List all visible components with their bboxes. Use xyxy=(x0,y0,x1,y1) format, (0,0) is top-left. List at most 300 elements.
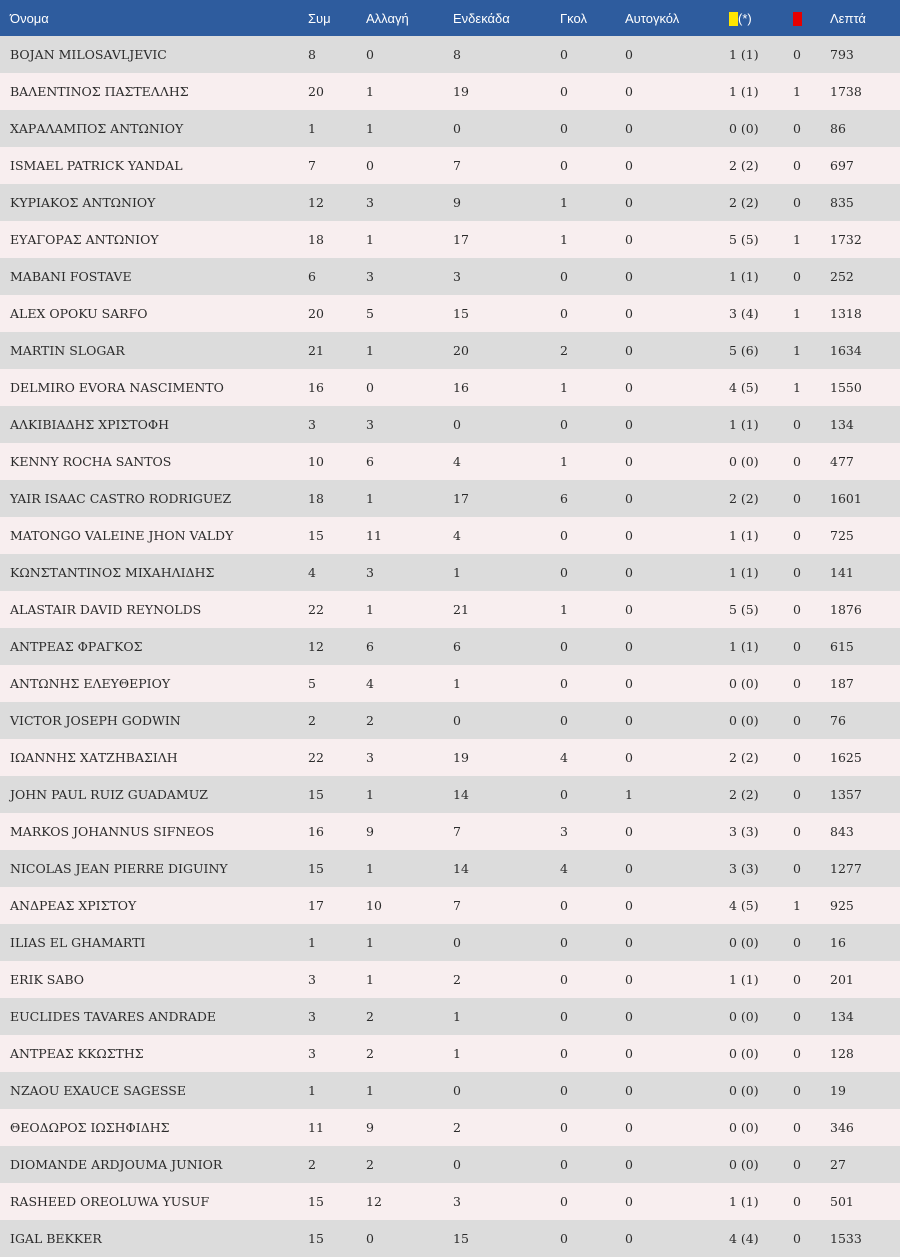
yellow-cards-cell: 3 (3) xyxy=(729,813,793,850)
own-goals-cell: 0 xyxy=(625,36,729,73)
sub-cell: 3 xyxy=(366,739,453,776)
table-row xyxy=(0,961,900,998)
table-row xyxy=(0,184,900,221)
start-cell: 14 xyxy=(453,776,560,813)
sub-cell: 1 xyxy=(366,332,453,369)
sub-cell: 1 xyxy=(366,776,453,813)
minutes-cell: 477 xyxy=(830,443,900,480)
yellow-cards-cell: 1 (1) xyxy=(729,554,793,591)
sub-cell: 1 xyxy=(366,591,453,628)
table-row xyxy=(0,628,900,665)
player-name[interactable]: ΕΥΑΓΟΡΑΣ ΑΝΤΩΝΙΟΥ xyxy=(0,221,308,258)
start-cell: 15 xyxy=(453,1220,560,1257)
table-row xyxy=(0,221,900,258)
sub-cell: 1 xyxy=(366,961,453,998)
player-name[interactable]: JOHN PAUL RUIZ GUADAMUZ xyxy=(0,776,308,813)
apps-cell: 2 xyxy=(308,1146,366,1183)
start-cell: 15 xyxy=(453,295,560,332)
start-cell: 7 xyxy=(453,887,560,924)
apps-cell: 3 xyxy=(308,998,366,1035)
player-name[interactable]: EUCLIDES TAVARES ANDRADE xyxy=(0,998,308,1035)
own-goals-cell: 0 xyxy=(625,221,729,258)
apps-cell: 2 xyxy=(308,702,366,739)
yellow-cards-cell: 1 (1) xyxy=(729,628,793,665)
table-row xyxy=(0,1109,900,1146)
player-name[interactable]: MABANI FOSTAVE xyxy=(0,258,308,295)
goals-cell: 1 xyxy=(560,221,625,258)
goals-cell: 0 xyxy=(560,776,625,813)
own-goals-cell: 0 xyxy=(625,1220,729,1257)
red-cards-cell: 0 xyxy=(793,961,830,998)
sub-cell: 9 xyxy=(366,813,453,850)
player-name[interactable]: ΧΑΡΑΛΑΜΠΟΣ ΑΝΤΩΝΙΟΥ xyxy=(0,110,308,147)
goals-cell: 4 xyxy=(560,850,625,887)
sub-cell: 6 xyxy=(366,443,453,480)
player-name[interactable]: ALEX OPOKU SARFO xyxy=(0,295,308,332)
start-cell: 16 xyxy=(453,369,560,406)
goals-cell: 1 xyxy=(560,443,625,480)
apps-cell: 3 xyxy=(308,406,366,443)
start-cell: 21 xyxy=(453,591,560,628)
red-cards-cell: 1 xyxy=(793,295,830,332)
yellow-cards-cell: 1 (1) xyxy=(729,1183,793,1220)
header-apps[interactable]: Συμ xyxy=(308,0,366,36)
own-goals-cell: 0 xyxy=(625,998,729,1035)
player-name[interactable]: MATONGO VALEINE JHON VALDY xyxy=(0,517,308,554)
start-cell: 0 xyxy=(453,1072,560,1109)
start-cell: 7 xyxy=(453,147,560,184)
player-name[interactable]: ΙΩΑΝΝΗΣ ΧΑΤΖΗΒΑΣΙΛΗ xyxy=(0,739,308,776)
goals-cell: 0 xyxy=(560,554,625,591)
player-name[interactable]: ERIK SABO xyxy=(0,961,308,998)
own-goals-cell: 0 xyxy=(625,1109,729,1146)
goals-cell: 0 xyxy=(560,73,625,110)
minutes-cell: 1876 xyxy=(830,591,900,628)
red-cards-cell: 0 xyxy=(793,1183,830,1220)
sub-cell: 3 xyxy=(366,258,453,295)
goals-cell: 0 xyxy=(560,628,625,665)
start-cell: 19 xyxy=(453,739,560,776)
own-goals-cell: 0 xyxy=(625,1146,729,1183)
red-cards-cell: 0 xyxy=(793,628,830,665)
table-row xyxy=(0,887,900,924)
player-name[interactable]: MARTIN SLOGAR xyxy=(0,332,308,369)
sub-cell: 1 xyxy=(366,110,453,147)
start-cell: 20 xyxy=(453,332,560,369)
goals-cell: 0 xyxy=(560,1183,625,1220)
minutes-cell: 19 xyxy=(830,1072,900,1109)
player-name[interactable]: ΘΕΟΔΩΡΟΣ ΙΩΣΗΦΙΔΗΣ xyxy=(0,1109,308,1146)
yellow-cards-cell: 2 (2) xyxy=(729,776,793,813)
apps-cell: 16 xyxy=(308,369,366,406)
minutes-cell: 1277 xyxy=(830,850,900,887)
yellow-cards-cell: 1 (1) xyxy=(729,73,793,110)
start-cell: 3 xyxy=(453,1183,560,1220)
sub-cell: 1 xyxy=(366,221,453,258)
start-cell: 0 xyxy=(453,110,560,147)
table-row xyxy=(0,443,900,480)
minutes-cell: 16 xyxy=(830,924,900,961)
header-start[interactable]: Ενδεκάδα xyxy=(453,0,560,36)
minutes-cell: 1318 xyxy=(830,295,900,332)
goals-cell: 0 xyxy=(560,1072,625,1109)
goals-cell: 0 xyxy=(560,961,625,998)
minutes-cell: 1601 xyxy=(830,480,900,517)
player-name[interactable]: IGAL BEKKER xyxy=(0,1220,308,1257)
goals-cell: 0 xyxy=(560,36,625,73)
player-name[interactable]: ΑΛΚΙΒΙΑΔΗΣ ΧΡΙΣΤΟΦΗ xyxy=(0,406,308,443)
own-goals-cell: 0 xyxy=(625,1183,729,1220)
table-row xyxy=(0,1072,900,1109)
red-cards-cell: 1 xyxy=(793,73,830,110)
apps-cell: 1 xyxy=(308,110,366,147)
apps-cell: 12 xyxy=(308,628,366,665)
red-cards-cell: 0 xyxy=(793,443,830,480)
red-cards-cell: 0 xyxy=(793,591,830,628)
start-cell: 3 xyxy=(453,258,560,295)
own-goals-cell: 0 xyxy=(625,850,729,887)
yellow-cards-cell: 1 (1) xyxy=(729,36,793,73)
apps-cell: 6 xyxy=(308,258,366,295)
goals-cell: 3 xyxy=(560,813,625,850)
sub-cell: 4 xyxy=(366,665,453,702)
minutes-cell: 925 xyxy=(830,887,900,924)
own-goals-cell: 0 xyxy=(625,332,729,369)
yellow-cards-cell: 0 (0) xyxy=(729,1109,793,1146)
player-name[interactable]: ΚΩΝΣΤΑΝΤΙΝΟΣ ΜΙΧΑΗΛΙΔΗΣ xyxy=(0,554,308,591)
goals-cell: 0 xyxy=(560,1220,625,1257)
yellow-cards-cell: 0 (0) xyxy=(729,998,793,1035)
table-row xyxy=(0,295,900,332)
own-goals-cell: 0 xyxy=(625,184,729,221)
minutes-cell: 615 xyxy=(830,628,900,665)
header-goals[interactable]: Γκολ xyxy=(560,0,625,36)
minutes-cell: 86 xyxy=(830,110,900,147)
apps-cell: 15 xyxy=(308,1220,366,1257)
red-cards-cell: 1 xyxy=(793,369,830,406)
sub-cell: 11 xyxy=(366,517,453,554)
red-cards-cell: 1 xyxy=(793,221,830,258)
own-goals-cell: 0 xyxy=(625,480,729,517)
own-goals-cell: 0 xyxy=(625,924,729,961)
start-cell: 6 xyxy=(453,628,560,665)
apps-cell: 18 xyxy=(308,480,366,517)
yellow-cards-cell: 5 (5) xyxy=(729,591,793,628)
header-own-goals[interactable]: Αυτογκόλ xyxy=(625,0,729,36)
own-goals-cell: 0 xyxy=(625,110,729,147)
sub-cell: 6 xyxy=(366,628,453,665)
table-row xyxy=(0,702,900,739)
sub-cell: 2 xyxy=(366,998,453,1035)
apps-cell: 15 xyxy=(308,517,366,554)
red-cards-cell: 0 xyxy=(793,1220,830,1257)
sub-cell: 3 xyxy=(366,554,453,591)
start-cell: 7 xyxy=(453,813,560,850)
apps-cell: 20 xyxy=(308,295,366,332)
minutes-cell: 252 xyxy=(830,258,900,295)
apps-cell: 7 xyxy=(308,147,366,184)
yellow-cards-cell: 0 (0) xyxy=(729,1035,793,1072)
table-row xyxy=(0,36,900,73)
minutes-cell: 835 xyxy=(830,184,900,221)
red-cards-cell: 0 xyxy=(793,147,830,184)
own-goals-cell: 0 xyxy=(625,813,729,850)
sub-cell: 9 xyxy=(366,1109,453,1146)
minutes-cell: 134 xyxy=(830,998,900,1035)
start-cell: 1 xyxy=(453,554,560,591)
header-yellow-cards-label: (*) xyxy=(738,10,752,26)
red-cards-cell: 0 xyxy=(793,258,830,295)
goals-cell: 0 xyxy=(560,258,625,295)
goals-cell: 0 xyxy=(560,1146,625,1183)
yellow-cards-cell: 4 (5) xyxy=(729,369,793,406)
own-goals-cell: 0 xyxy=(625,591,729,628)
apps-cell: 4 xyxy=(308,554,366,591)
sub-cell: 1 xyxy=(366,73,453,110)
sub-cell: 2 xyxy=(366,1035,453,1072)
own-goals-cell: 0 xyxy=(625,665,729,702)
sub-cell: 10 xyxy=(366,887,453,924)
yellow-cards-cell: 0 (0) xyxy=(729,1072,793,1109)
own-goals-cell: 0 xyxy=(625,406,729,443)
apps-cell: 5 xyxy=(308,665,366,702)
red-cards-cell: 0 xyxy=(793,36,830,73)
sub-cell: 0 xyxy=(366,36,453,73)
minutes-cell: 346 xyxy=(830,1109,900,1146)
yellow-cards-cell: 2 (2) xyxy=(729,739,793,776)
sub-cell: 3 xyxy=(366,184,453,221)
start-cell: 1 xyxy=(453,1035,560,1072)
sub-cell: 1 xyxy=(366,480,453,517)
red-cards-cell: 0 xyxy=(793,554,830,591)
player-name[interactable]: ΑΝΤΡΕΑΣ ΚΚΩΣΤΗΣ xyxy=(0,1035,308,1072)
table-header xyxy=(0,0,900,36)
sub-cell: 1 xyxy=(366,924,453,961)
minutes-cell: 1533 xyxy=(830,1220,900,1257)
own-goals-cell: 0 xyxy=(625,961,729,998)
goals-cell: 0 xyxy=(560,924,625,961)
red-cards-cell: 0 xyxy=(793,813,830,850)
sub-cell: 3 xyxy=(366,406,453,443)
player-name[interactable]: ALASTAIR DAVID REYNOLDS xyxy=(0,591,308,628)
own-goals-cell: 0 xyxy=(625,554,729,591)
start-cell: 8 xyxy=(453,36,560,73)
table-row xyxy=(0,1220,900,1257)
table-row xyxy=(0,332,900,369)
player-name[interactable]: ILIAS EL GHAMARTI xyxy=(0,924,308,961)
yellow-cards-cell: 5 (5) xyxy=(729,221,793,258)
yellow-card-icon xyxy=(729,12,738,26)
minutes-cell: 141 xyxy=(830,554,900,591)
goals-cell: 0 xyxy=(560,406,625,443)
table-row xyxy=(0,776,900,813)
start-cell: 0 xyxy=(453,702,560,739)
player-name[interactable]: BOJAN MILOSAVLJEVIC xyxy=(0,36,308,73)
table-row xyxy=(0,998,900,1035)
red-cards-cell: 0 xyxy=(793,998,830,1035)
player-name[interactable]: KENNY ROCHA SANTOS xyxy=(0,443,308,480)
start-cell: 0 xyxy=(453,924,560,961)
player-name[interactable]: MARKOS JOHANNUS SIFNEOS xyxy=(0,813,308,850)
own-goals-cell: 0 xyxy=(625,739,729,776)
player-name[interactable]: ΒΑΛΕΝΤΙΝΟΣ ΠΑΣΤΕΛΛΗΣ xyxy=(0,73,308,110)
red-cards-cell: 0 xyxy=(793,776,830,813)
apps-cell: 17 xyxy=(308,887,366,924)
sub-cell: 0 xyxy=(366,369,453,406)
minutes-cell: 201 xyxy=(830,961,900,998)
start-cell: 2 xyxy=(453,961,560,998)
yellow-cards-cell: 2 (2) xyxy=(729,147,793,184)
table-row xyxy=(0,147,900,184)
red-cards-cell: 0 xyxy=(793,1109,830,1146)
apps-cell: 10 xyxy=(308,443,366,480)
sub-cell: 2 xyxy=(366,1146,453,1183)
start-cell: 4 xyxy=(453,443,560,480)
apps-cell: 22 xyxy=(308,739,366,776)
yellow-cards-cell: 5 (6) xyxy=(729,332,793,369)
header-minutes[interactable]: Λεπτά xyxy=(830,0,900,36)
goals-cell: 0 xyxy=(560,1109,625,1146)
player-name[interactable]: ΑΝΤΩΝΗΣ ΕΛΕΥΘΕΡΙΟΥ xyxy=(0,665,308,702)
table-row xyxy=(0,1183,900,1220)
goals-cell: 0 xyxy=(560,665,625,702)
goals-cell: 0 xyxy=(560,147,625,184)
player-name[interactable]: NICOLAS JEAN PIERRE DIGUINY xyxy=(0,850,308,887)
own-goals-cell: 0 xyxy=(625,443,729,480)
apps-cell: 1 xyxy=(308,924,366,961)
table-row xyxy=(0,369,900,406)
sub-cell: 12 xyxy=(366,1183,453,1220)
own-goals-cell: 0 xyxy=(625,73,729,110)
table-row xyxy=(0,665,900,702)
apps-cell: 18 xyxy=(308,221,366,258)
sub-cell: 1 xyxy=(366,850,453,887)
start-cell: 0 xyxy=(453,1146,560,1183)
player-name[interactable]: DIOMANDE ARDJOUMA JUNIOR xyxy=(0,1146,308,1183)
table-row xyxy=(0,406,900,443)
own-goals-cell: 0 xyxy=(625,1072,729,1109)
goals-cell: 2 xyxy=(560,332,625,369)
red-cards-cell: 0 xyxy=(793,702,830,739)
start-cell: 4 xyxy=(453,517,560,554)
table-row xyxy=(0,258,900,295)
minutes-cell: 134 xyxy=(830,406,900,443)
apps-cell: 3 xyxy=(308,961,366,998)
red-cards-cell: 0 xyxy=(793,1146,830,1183)
apps-cell: 15 xyxy=(308,850,366,887)
yellow-cards-cell: 1 (1) xyxy=(729,406,793,443)
minutes-cell: 1732 xyxy=(830,221,900,258)
minutes-cell: 725 xyxy=(830,517,900,554)
yellow-cards-cell: 4 (4) xyxy=(729,1220,793,1257)
start-cell: 14 xyxy=(453,850,560,887)
apps-cell: 21 xyxy=(308,332,366,369)
table-row xyxy=(0,1146,900,1183)
table-row xyxy=(0,73,900,110)
red-cards-cell: 0 xyxy=(793,739,830,776)
red-cards-cell: 1 xyxy=(793,332,830,369)
table-row xyxy=(0,110,900,147)
minutes-cell: 27 xyxy=(830,1146,900,1183)
apps-cell: 1 xyxy=(308,1072,366,1109)
yellow-cards-cell: 3 (3) xyxy=(729,850,793,887)
minutes-cell: 843 xyxy=(830,813,900,850)
minutes-cell: 697 xyxy=(830,147,900,184)
yellow-cards-cell: 1 (1) xyxy=(729,517,793,554)
red-cards-cell: 0 xyxy=(793,1072,830,1109)
player-name[interactable]: DELMIRO EVORA NASCIMENTO xyxy=(0,369,308,406)
own-goals-cell: 0 xyxy=(625,369,729,406)
player-name[interactable]: ΑΝΤΡΕΑΣ ΦΡΑΓΚΟΣ xyxy=(0,628,308,665)
goals-cell: 6 xyxy=(560,480,625,517)
table-row xyxy=(0,1035,900,1072)
red-card-icon xyxy=(793,12,802,26)
player-name[interactable]: VICTOR JOSEPH GODWIN xyxy=(0,702,308,739)
apps-cell: 12 xyxy=(308,184,366,221)
red-cards-cell: 0 xyxy=(793,924,830,961)
player-name[interactable]: NZAOU EXAUCE SAGESSE xyxy=(0,1072,308,1109)
goals-cell: 1 xyxy=(560,369,625,406)
minutes-cell: 1625 xyxy=(830,739,900,776)
yellow-cards-cell: 2 (2) xyxy=(729,184,793,221)
yellow-cards-cell: 0 (0) xyxy=(729,1146,793,1183)
apps-cell: 16 xyxy=(308,813,366,850)
yellow-cards-cell: 1 (1) xyxy=(729,258,793,295)
sub-cell: 2 xyxy=(366,702,453,739)
header-sub[interactable]: Αλλαγή xyxy=(366,0,453,36)
red-cards-cell: 0 xyxy=(793,406,830,443)
red-cards-cell: 0 xyxy=(793,665,830,702)
minutes-cell: 1738 xyxy=(830,73,900,110)
apps-cell: 11 xyxy=(308,1109,366,1146)
header-red-cards[interactable] xyxy=(793,0,830,36)
red-cards-cell: 0 xyxy=(793,480,830,517)
goals-cell: 4 xyxy=(560,739,625,776)
table-row xyxy=(0,517,900,554)
goals-cell: 0 xyxy=(560,110,625,147)
table-body xyxy=(0,36,900,1257)
player-name[interactable]: RASHEED OREOLUWA YUSUF xyxy=(0,1183,308,1220)
apps-cell: 3 xyxy=(308,1035,366,1072)
minutes-cell: 128 xyxy=(830,1035,900,1072)
header-yellow-cards[interactable] xyxy=(729,0,793,36)
minutes-cell: 1634 xyxy=(830,332,900,369)
table-row xyxy=(0,480,900,517)
minutes-cell: 1550 xyxy=(830,369,900,406)
own-goals-cell: 0 xyxy=(625,1035,729,1072)
player-name[interactable]: ΚΥΡΙΑΚΟΣ ΑΝΤΩΝΙΟΥ xyxy=(0,184,308,221)
red-cards-cell: 1 xyxy=(793,887,830,924)
table-row xyxy=(0,554,900,591)
player-name[interactable]: ISMAEL PATRICK YANDAL xyxy=(0,147,308,184)
start-cell: 19 xyxy=(453,73,560,110)
start-cell: 1 xyxy=(453,665,560,702)
sub-cell: 1 xyxy=(366,1072,453,1109)
start-cell: 17 xyxy=(453,221,560,258)
table-row xyxy=(0,924,900,961)
header-name[interactable]: Όνομα xyxy=(0,0,308,36)
sub-cell: 5 xyxy=(366,295,453,332)
own-goals-cell: 0 xyxy=(625,295,729,332)
minutes-cell: 187 xyxy=(830,665,900,702)
player-name[interactable]: YAIR ISAAC CASTRO RODRIGUEZ xyxy=(0,480,308,517)
own-goals-cell: 0 xyxy=(625,517,729,554)
red-cards-cell: 0 xyxy=(793,517,830,554)
own-goals-cell: 0 xyxy=(625,258,729,295)
table-row xyxy=(0,850,900,887)
player-name[interactable]: ΑΝΔΡΕΑΣ ΧΡΙΣΤΟΥ xyxy=(0,887,308,924)
apps-cell: 15 xyxy=(308,1183,366,1220)
